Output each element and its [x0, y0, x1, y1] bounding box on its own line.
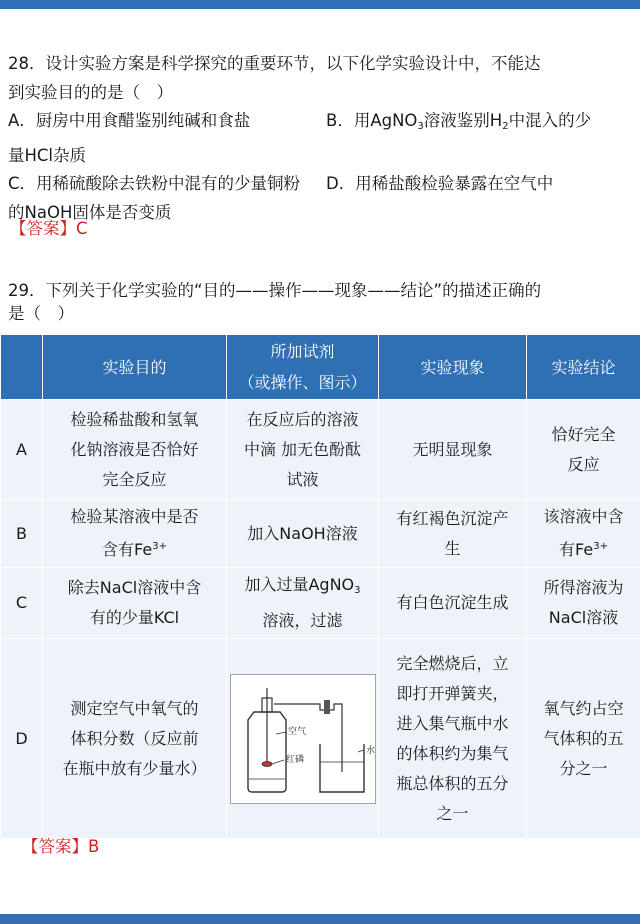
figure-label-air: 空气: [287, 726, 306, 737]
row-b-phenomenon: 有红褐色沉淀产 生: [379, 500, 527, 568]
row-c-operation: 加入过量AgNO$_3$ 溶液，过滤: [227, 568, 379, 639]
row-a-conclusion: 恰好完全 反应: [527, 400, 640, 500]
row-label-d: D: [1, 639, 43, 839]
figure-label-phosphorus: 红磷: [285, 754, 304, 765]
experiment-table: [0, 334, 640, 839]
table-row: [1, 568, 640, 639]
q28-option-b-cont: 量HCl杂质: [8, 145, 87, 165]
table-row: [1, 400, 640, 500]
row-label-b: B: [1, 500, 43, 568]
row-c-conclusion: 所得溶液为 NaCl溶液: [527, 568, 640, 639]
q29-stem-line2: 是（ ）: [8, 304, 74, 323]
row-d-figure-cell: [227, 639, 379, 839]
q29-stem-line1: 29．下列关于化学实验的“目的——操作——现象——结论”的描述正确的: [8, 281, 542, 300]
header-purpose: 实验目的: [43, 335, 227, 400]
row-d-conclusion: 氧气约占空 气体积的五 分之一: [527, 639, 640, 839]
q29-answer: 【答案】B: [22, 837, 100, 856]
bottom-accent-bar: [0, 914, 640, 924]
header-blank: [1, 335, 43, 400]
q28-option-d: D．用稀盐酸检验暴露在空气中: [326, 174, 554, 193]
q28-stem-line1: 28．设计实验方案是科学探究的重要环节，以下化学实验设计中，不能达: [8, 54, 541, 73]
top-accent-bar: [0, 0, 640, 9]
apparatus-diagram: [230, 674, 376, 804]
row-c-phenomenon: 有白色沉淀生成: [379, 568, 527, 639]
q28-answer: 【答案】C: [10, 219, 88, 238]
header-reagent: 所加试剂 （或操作、图示）: [227, 335, 379, 400]
row-b-conclusion: 该溶液中含 有$Fe^{3+}$: [527, 500, 640, 568]
table-row: [1, 500, 640, 568]
q28-stem-line2: 到实验目的的是（ ）: [8, 82, 173, 102]
row-d-purpose: 测定空气中氧气的 体积分数（反应前 在瓶中放有少量水）: [43, 639, 227, 839]
q28-option-b: B．用AgNO$_3$溶液鉴别$H_2$中混入的少: [326, 111, 592, 132]
row-b-operation: 加入NaOH溶液: [227, 500, 379, 568]
header-conclusion: 实验结论: [527, 335, 640, 400]
row-b-purpose: 检验某溶液中是否 含有$Fe^{3+}$: [43, 500, 227, 568]
table-row: [1, 639, 640, 839]
q28-option-d-cont: 的NaOH固体是否变质: [8, 202, 172, 222]
question-28: [8, 50, 634, 227]
row-label-a: A: [1, 400, 43, 500]
q28-option-a: A．厨房中用食醋鉴别纯碱和食盐: [8, 111, 251, 130]
row-a-operation: 在反应后的溶液 中滴 加无色酚酞 试液: [227, 400, 379, 500]
row-c-purpose: 除去NaCl溶液中含 有的少量KCl: [43, 568, 227, 639]
row-a-purpose: 检验稀盐酸和氢氧 化钠溶液是否恰好 完全反应: [43, 400, 227, 500]
figure-label-water: 水: [365, 745, 375, 756]
header-phenomenon: 实验现象: [379, 335, 527, 400]
question-29: [8, 279, 634, 325]
row-d-phenomenon: 完全燃烧后，立 即打开弹簧夹， 进入集气瓶中水 的体积约为集气 瓶总体积的五分 之一: [379, 639, 527, 839]
row-a-phenomenon: 无明显现象: [379, 400, 527, 500]
row-label-c: C: [1, 568, 43, 639]
table-header-row: [1, 335, 640, 400]
q28-option-c: C．用稀硫酸除去铁粉中混有的少量铜粉: [8, 174, 301, 193]
